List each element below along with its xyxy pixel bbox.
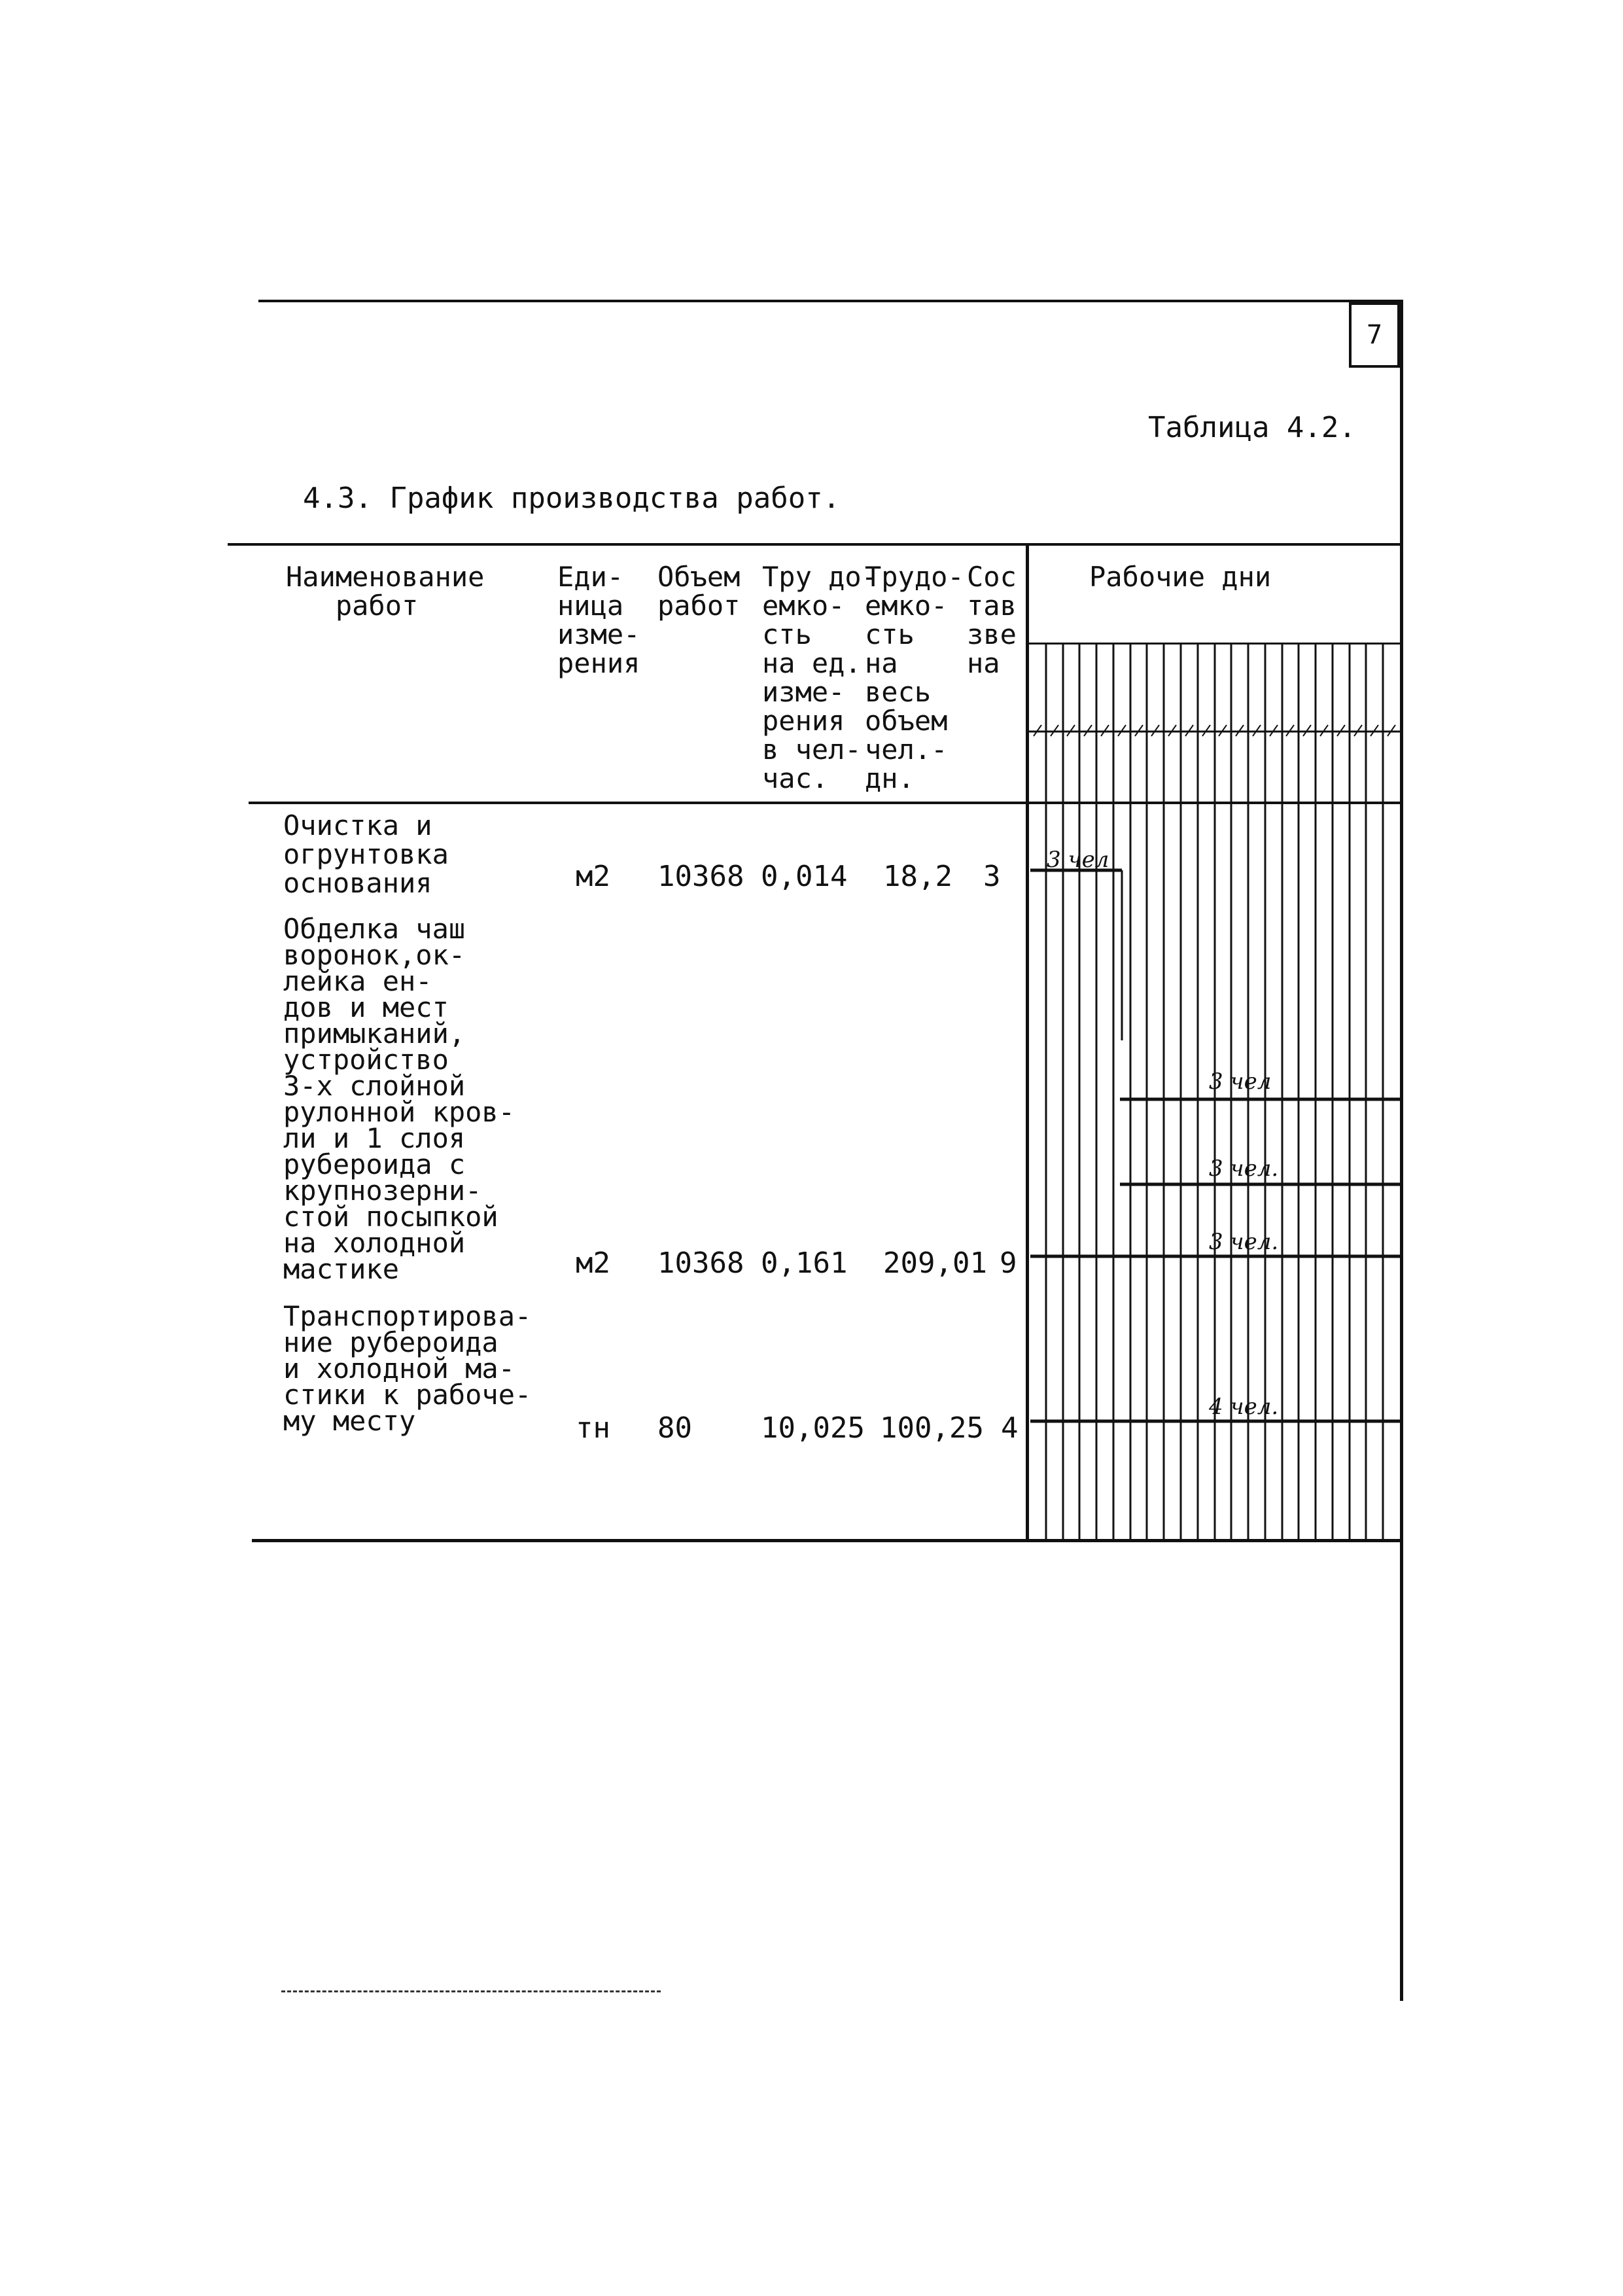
row3-name: Транспортирова- ние рубероида и холодной ма- стики к рабоче- му месту	[283, 1300, 532, 1437]
row1-labor-unit: 0,014	[761, 860, 848, 893]
page-number: 7	[1349, 302, 1400, 368]
bottom-dashed-rule	[281, 1990, 661, 1992]
row1-crew: 3	[983, 860, 1001, 893]
row2-labor-total: 209,01	[883, 1246, 987, 1280]
row2-labor-unit: 0,161	[761, 1246, 848, 1280]
header-crew: Сос тав зве на	[967, 561, 1017, 679]
gantt-label-1: 3 чел	[1047, 847, 1109, 873]
row2-name: Обделка чаш воронок,ок- лейка ен- дов и мест примыканий, устройство 3-х слойной рулонной кров- ли и 1 слоя рубероида с крупнозерни- стой посыпкой на холодной мастике	[283, 913, 515, 1285]
header-volume: Объем работ	[657, 561, 741, 622]
row1-volume: 10368	[657, 860, 744, 893]
row3-labor-unit: 10,025	[761, 1411, 865, 1445]
row2-unit: м2	[576, 1246, 610, 1280]
gantt-label-4: 3 чел.	[1209, 1229, 1279, 1255]
row1-name: Очистка и огрунтовка основания	[283, 809, 449, 899]
row2-volume: 10368	[657, 1246, 744, 1280]
gantt-label-3: 3 чел.	[1209, 1156, 1279, 1182]
row1-labor-total: 18,2	[883, 860, 952, 893]
row3-crew: 4	[1001, 1411, 1019, 1445]
row3-unit: тн	[576, 1411, 610, 1445]
header-name: Наименование работ	[286, 561, 485, 622]
row3-volume: 80	[657, 1411, 692, 1445]
row2-crew: 9	[1000, 1246, 1017, 1280]
table-label: Таблица 4.2.	[1148, 411, 1356, 444]
row1-unit: м2	[576, 860, 610, 893]
header-unit: Еди- ница изме- рения	[557, 561, 640, 679]
row3-labor-total: 100,25	[880, 1411, 984, 1445]
section-title: 4.3. График производства работ.	[303, 482, 841, 515]
header-labor-unit: Тру до- емко- сть на ед. изме- рения в чел- час.	[762, 561, 879, 794]
header-days: Рабочие дни	[1089, 561, 1272, 593]
gantt-label-2: 3 чел	[1209, 1069, 1272, 1095]
header-labor-total: Трудо- емко- сть на весь объем чел.- дн.	[865, 561, 964, 794]
gantt-label-5: 4 чел.	[1209, 1394, 1279, 1420]
